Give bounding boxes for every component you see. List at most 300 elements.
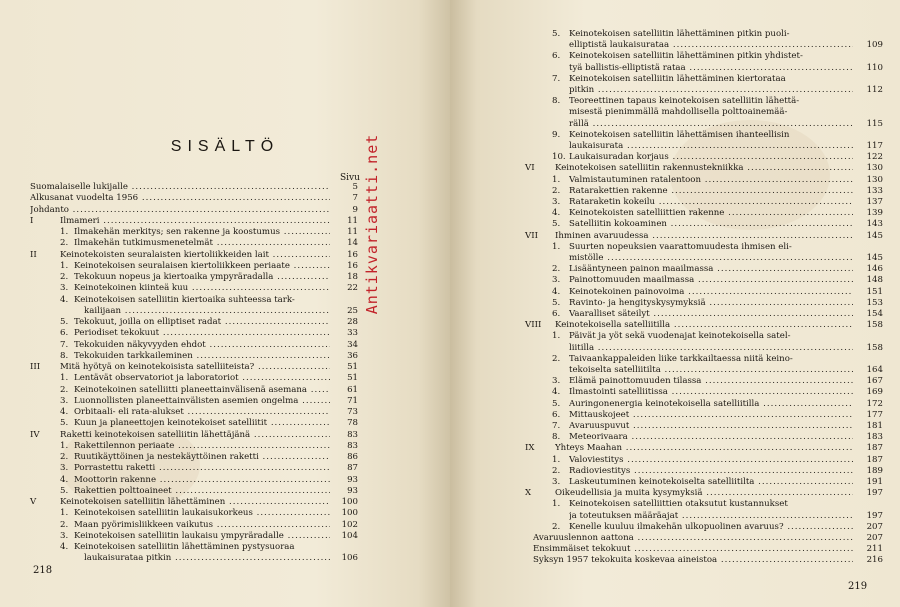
toc-entry-title: Rataraketin kokeilu ..... <box>569 197 853 208</box>
toc-entry <box>525 130 883 141</box>
toc-entry-title: Keinotekoinen satelliitti planeettainvälisenä asemana ..... <box>74 385 330 396</box>
toc-entry-title: Orbitaali- eli rata-alukset ..... <box>74 407 330 418</box>
chapter-number: IV <box>30 429 40 440</box>
toc-entry-title: Mitä hyötyä on keinotekoisista satelliiteista? ..... <box>60 362 330 373</box>
toc-entry-title: rällä ..... <box>569 119 853 130</box>
section-number: 1. <box>60 440 69 451</box>
toc-entry-page: 154 <box>866 309 883 319</box>
section-number: 3. <box>60 463 69 474</box>
chapter-number: III <box>30 362 41 372</box>
toc-entry <box>30 531 358 542</box>
section-number: 2. <box>60 238 69 249</box>
toc-entry <box>525 141 883 152</box>
toc-entry-page: 93 <box>347 474 358 485</box>
toc-entry <box>30 216 358 227</box>
toc-entry-title: Keinotekoisen satelliittien otaksutut kustannukset <box>569 499 788 510</box>
toc-entry <box>525 365 883 376</box>
toc-entry-page: 115 <box>866 118 883 129</box>
toc-entry-title: Ratarakettien rakenne ..... <box>569 186 853 197</box>
toc-entry-title: Ravinto- ja hengityskysymyksiä ..... <box>569 298 853 309</box>
toc-entry-page: 11 <box>347 227 358 237</box>
toc-entry <box>525 107 883 118</box>
toc-entry-title: Ihminen avaruudessa ..... <box>555 231 853 242</box>
section-number: 3. <box>552 275 561 286</box>
toc-entry <box>525 399 883 410</box>
toc-entry <box>30 497 358 508</box>
toc-entry <box>525 376 883 387</box>
toc-entry-title: Ruutikäyttöinen ja nestekäyttöinen raketti ..... <box>74 452 330 463</box>
toc-entry <box>30 227 358 238</box>
section-number: 4. <box>60 542 69 552</box>
toc-entry-title: Lentävät observatoriot ja laboratoriot ..... <box>74 373 330 384</box>
toc-entry-title: tekoiselta satelliitilta ..... <box>569 365 853 376</box>
toc-entry-page: 146 <box>866 264 883 275</box>
toc-entry <box>525 343 883 354</box>
watermark: Antikvariaatti.net <box>363 133 381 315</box>
toc-entry <box>30 475 358 486</box>
section-number: 8. <box>60 350 69 361</box>
toc-entry-title: Keinotekoisten satelliittien rakenne ..... <box>569 208 853 219</box>
section-number: 5. <box>552 29 561 39</box>
toc-entry-title: Tekokuut, joilla on elliptiset radat ..... <box>74 317 330 328</box>
toc-entry-page: 100 <box>341 508 358 519</box>
toc-entry-title: Luonnollisten planeettainvälisten asemien ongelma ..... <box>74 396 330 407</box>
section-number: 2. <box>552 264 561 275</box>
toc-entry-page: 11 <box>347 215 358 226</box>
section-number: 1. <box>60 260 69 271</box>
toc-entry-page: 187 <box>866 454 883 465</box>
toc-entry-title: Meteorivaara ..... <box>569 432 853 443</box>
toc-entry-page: 207 <box>866 533 883 543</box>
toc-entry <box>525 275 883 286</box>
toc-entry-page: 36 <box>347 350 358 361</box>
toc-entry <box>30 295 358 306</box>
toc-entry-title: Valmistautuminen ratalentoon ..... <box>569 175 853 186</box>
toc-entry <box>525 51 883 62</box>
toc-entry-title: ja toteutuksen määräajat ..... <box>569 511 853 522</box>
toc-entry <box>30 520 358 531</box>
toc-entry-page: 22 <box>347 283 358 294</box>
section-number: 9. <box>552 129 561 140</box>
section-number: 8. <box>552 432 561 443</box>
toc-entry-page: 164 <box>866 365 883 375</box>
section-number: 2. <box>60 384 69 395</box>
toc-entry-page: 9 <box>352 204 358 215</box>
toc-entry-page: 122 <box>866 152 883 163</box>
toc-entry-title: Auringonenergia keinotekoisella satelliitilla ..... <box>569 399 853 410</box>
toc-entry-title: Tekokuiden näkyvyyden ehdot ..... <box>74 340 330 351</box>
section-number: 8. <box>552 96 561 107</box>
section-number: 5. <box>60 485 69 496</box>
toc-entry <box>30 542 358 553</box>
section-number: 2. <box>552 185 561 196</box>
toc-entry-title: Ilmakehän tutkimusmenetelmät ..... <box>74 238 330 249</box>
toc-entry <box>525 555 883 566</box>
toc-entry <box>525 410 883 421</box>
toc-entry-page: 158 <box>866 342 883 353</box>
toc-entry-title: Keinotekoisen satelliitin laukaisukorkeus ..... <box>74 508 330 519</box>
toc-entry-title: Ilmastointi satelliitissa ..... <box>569 387 853 398</box>
toc-entry <box>525 455 883 466</box>
toc-entry-title: Keinotekoisen seuralaisen kiertoliikkeen periaate ..... <box>74 261 330 272</box>
section-number: 4. <box>60 407 69 417</box>
toc-entry-title: Laukaisuradan korjaus ..... <box>569 152 853 163</box>
right-page <box>450 0 900 607</box>
toc-entry-page: 130 <box>866 163 883 174</box>
section-number: 4. <box>60 474 69 485</box>
toc-entry <box>30 340 358 351</box>
toc-entry <box>30 272 358 283</box>
toc-entry-page: 61 <box>347 384 358 395</box>
toc-entry-page: 153 <box>866 297 883 308</box>
section-number: 6. <box>60 328 69 339</box>
toc-entry <box>525 186 883 197</box>
toc-entry <box>525 533 883 544</box>
toc-entry-title: Ilmameri ..... <box>60 216 330 227</box>
chapter-number: X <box>525 488 532 499</box>
section-number: 5. <box>60 418 69 429</box>
toc-entry <box>30 317 358 328</box>
section-number: 2. <box>552 521 561 532</box>
toc-entry-page: 207 <box>866 521 883 532</box>
toc-entry-title: kailijaan ..... <box>84 306 330 317</box>
chapter-number: IX <box>525 443 535 454</box>
toc-entry <box>525 421 883 432</box>
section-number: 3. <box>552 477 561 487</box>
toc-entry <box>525 253 883 264</box>
toc-entry-title: Keinotekoisen satelliitin lähettäminen pitkin yhdistet- <box>569 51 803 62</box>
toc-entry-title: laukaisurata ..... <box>569 141 853 152</box>
section-number: 3. <box>60 530 69 541</box>
toc-entry <box>525 298 883 309</box>
toc-entry <box>30 182 358 193</box>
toc-entry <box>30 553 358 564</box>
toc-entry-page: 110 <box>866 62 883 73</box>
toc-entry-title: Keinotekoisen satelliitin rakennustekniikka ..... <box>555 163 853 174</box>
toc-entry <box>525 152 883 163</box>
toc-entry-page: 106 <box>341 553 358 564</box>
toc-entry-title: Lisääntyneen painon maailmassa ..... <box>569 264 853 275</box>
toc-entry-title: Painottomuuden maailmassa ..... <box>569 275 853 286</box>
section-number: 6. <box>552 51 561 62</box>
toc-entry-title: Rakettien polttoaineet ..... <box>74 486 330 497</box>
section-number: 4. <box>552 208 561 219</box>
section-number: 3. <box>60 395 69 406</box>
toc-entry <box>525 287 883 298</box>
toc-entry-page: 158 <box>866 320 883 331</box>
toc-entry <box>30 441 358 452</box>
toc-entry-page: 16 <box>347 260 358 271</box>
left-page-number: 218 <box>33 565 53 576</box>
toc-entry <box>525 242 883 253</box>
toc-entry-title: Raketti keinotekoisen satelliitin lähettäjänä ..... <box>60 430 330 441</box>
section-number: 6. <box>552 309 561 319</box>
chapter-number: II <box>30 249 37 260</box>
toc-entry <box>30 328 358 339</box>
section-number: 3. <box>60 283 69 294</box>
toc-entry-page: 148 <box>866 275 883 286</box>
toc-entry-page: 183 <box>866 432 883 443</box>
toc-entry-page: 145 <box>866 253 883 263</box>
section-number: 6. <box>552 409 561 420</box>
toc-entry-page: 14 <box>347 238 358 249</box>
section-number: 2. <box>552 353 561 364</box>
toc-entry-page: 117 <box>866 141 883 151</box>
section-number: 1. <box>552 454 561 465</box>
toc-entry-page: 191 <box>866 477 883 487</box>
toc-entry <box>525 96 883 107</box>
toc-entry-page: 83 <box>347 429 358 440</box>
chapter-number: V <box>30 497 37 507</box>
toc-entry-title: Oikeudellisia ja muita kysymyksiä ..... <box>555 488 853 499</box>
toc-entry-page: 25 <box>347 305 358 316</box>
toc-entry <box>525 320 883 331</box>
toc-entry-page: 78 <box>347 418 358 429</box>
toc-entry <box>30 452 358 463</box>
toc-entry <box>525 466 883 477</box>
section-number: 7. <box>60 339 69 350</box>
section-number: 10. <box>552 152 566 163</box>
toc-entry <box>525 488 883 499</box>
toc-entry <box>525 175 883 186</box>
toc-entry-page: 130 <box>866 174 883 185</box>
toc-entry-page: 5 <box>352 182 358 192</box>
toc-entry <box>30 351 358 362</box>
section-number: 5. <box>60 317 69 327</box>
toc-entry-page: 33 <box>347 328 358 339</box>
toc-entry-title: Keinotekoisella satelliitilla ..... <box>555 320 853 331</box>
toc-entry-title: Keinotekoisen satelliitin lähettäminen kiertorataa <box>569 73 786 84</box>
toc-entry <box>30 407 358 418</box>
toc-entry <box>525 511 883 522</box>
toc-entry-page: 145 <box>866 230 883 241</box>
toc-entry <box>30 362 358 373</box>
toc-entry-page: 109 <box>866 40 883 51</box>
section-number: 4. <box>552 387 561 398</box>
toc-entry <box>525 63 883 74</box>
toc-entry <box>30 283 358 294</box>
toc-entry-page: 18 <box>347 272 358 282</box>
toc-entry-title: Suomalaiselle lukijalle ..... <box>30 182 330 193</box>
toc-entry-page: 189 <box>866 465 883 476</box>
toc-entry-page: 216 <box>866 555 883 566</box>
toc-entry <box>525 443 883 454</box>
toc-entry-page: 197 <box>866 488 883 499</box>
toc-entry-title: Avaruuslennon aattona ..... <box>533 533 853 544</box>
toc-entry <box>525 29 883 40</box>
toc-entry <box>525 119 883 130</box>
toc-entry <box>525 354 883 365</box>
section-number: 3. <box>552 197 561 207</box>
toc-entry <box>30 306 358 317</box>
toc-entry <box>525 208 883 219</box>
toc-entry <box>30 250 358 261</box>
toc-entry-title: Satelliitin kokoaminen ..... <box>569 219 853 230</box>
toc-entry-title: Päivät ja yöt sekä vuodenajat keinotekoisella satel- <box>569 331 791 342</box>
toc-entry-page: 151 <box>866 286 883 297</box>
toc-entry-title: Vaaralliset säteilyt ..... <box>569 309 853 320</box>
page-column-label: Sivu <box>340 173 360 183</box>
toc-entry-page: 83 <box>347 440 358 451</box>
section-number: 5. <box>552 297 561 308</box>
toc-entry <box>525 387 883 398</box>
toc-entry-title: Taivaankappaleiden liike tarkkailtaessa niitä keino- <box>569 353 793 364</box>
section-number: 1. <box>552 331 561 342</box>
section-number: 2. <box>552 465 561 476</box>
toc-entry-page: 197 <box>866 510 883 521</box>
toc-entry-title: Ilmakehän merkitys; sen rakenne ja koostumus ..... <box>74 227 330 238</box>
toc-entry <box>525 74 883 85</box>
toc-entry-title: Elämä painottomuuden tilassa ..... <box>569 376 853 387</box>
toc-entry-title: liitilla ..... <box>569 343 853 354</box>
toc-entry-page: 139 <box>866 208 883 219</box>
toc-entry <box>30 418 358 429</box>
section-number: 5. <box>552 398 561 409</box>
toc-entry-title: Alkusanat vuodelta 1956 ..... <box>30 193 330 204</box>
toc-entry-page: 73 <box>347 407 358 417</box>
toc-entry-title: tyä ballistis-elliptistä rataa ..... <box>569 63 853 74</box>
toc-entry-title: Keinotekoisen satelliitin laukaisu ympyräradalle ..... <box>74 531 330 542</box>
section-number: 4. <box>60 294 69 305</box>
toc-entry-title: Suurten nopeuksien vaarattomuudesta ihmisen eli- <box>569 241 792 252</box>
toc-entry <box>525 163 883 174</box>
toc-entry-title: laukaisurataa pitkin ..... <box>84 553 330 564</box>
toc-entry-title: Keinotekoisen satelliitin lähettäminen pystysuoraa <box>74 542 295 552</box>
toc-entry <box>30 205 358 216</box>
toc-entry-page: 143 <box>866 219 883 230</box>
toc-entry-title: Kuun ja planeettojen keinotekoiset satelliitit ..... <box>74 418 330 429</box>
toc-entry <box>525 40 883 51</box>
right-page-number: 219 <box>848 581 868 592</box>
section-number: 4. <box>552 286 561 297</box>
toc-entry-title: Ensimmäiset tekokuut ..... <box>533 544 853 555</box>
toc-entry <box>525 544 883 555</box>
section-number: 7. <box>552 73 561 84</box>
toc-entry-title: Keinotekoisen satelliitin lähettämisen ihanteellisin <box>569 129 790 140</box>
chapter-number: I <box>30 215 34 226</box>
toc-entry-title: Mittauskojeet ..... <box>569 410 853 421</box>
toc-entry-title: Radioviestitys ..... <box>569 466 853 477</box>
section-number: 2. <box>60 519 69 530</box>
toc-entry-page: 181 <box>866 421 883 431</box>
toc-entry-page: 93 <box>347 485 358 496</box>
toc-entry-page: 86 <box>347 452 358 462</box>
toc-entry-title: mistölle ..... <box>569 253 853 264</box>
toc-entry-page: 169 <box>866 387 883 398</box>
toc-entry-title: Teoreettinen tapaus keinotekoisen satelliitin lähettä- <box>569 96 800 107</box>
toc-entry-title: Tekokuiden tarkkaileminen ..... <box>74 351 330 362</box>
toc-entry <box>30 385 358 396</box>
toc-entry-title: Keinotekoisen satelliitin lähettäminen pitkin puoli- <box>569 29 790 39</box>
toc-entry-title: Keinotekoisten seuralaisten kiertoliikkeiden lait ..... <box>60 250 330 261</box>
toc-entry-page: 211 <box>866 544 883 555</box>
section-number: 1. <box>60 373 69 384</box>
toc-entry-page: 112 <box>866 85 883 95</box>
page-title: SISÄLTÖ <box>170 138 280 155</box>
section-number: 1. <box>60 227 69 237</box>
toc-entry-title: Kenelle kuuluu ilmakehän ulkopuolinen avaruus? ..... <box>569 522 853 533</box>
toc-entry-page: 187 <box>866 443 883 454</box>
toc-entry-page: 34 <box>347 339 358 350</box>
chapter-number: VIII <box>525 320 542 331</box>
section-number: 1. <box>552 174 561 185</box>
toc-entry <box>30 463 358 474</box>
toc-entry-page: 16 <box>347 249 358 260</box>
toc-entry-page: 87 <box>347 463 358 474</box>
toc-entry-page: 71 <box>347 395 358 406</box>
section-number: 3. <box>552 376 561 387</box>
toc-entry-title: Maan pyörimisliikkeen vaikutus ..... <box>74 520 330 531</box>
toc-entry <box>525 309 883 320</box>
toc-entry-page: 133 <box>866 185 883 196</box>
toc-entry <box>30 373 358 384</box>
section-number: 1. <box>552 241 561 252</box>
chapter-number: VI <box>525 163 535 174</box>
toc-entry-page: 100 <box>341 497 358 507</box>
toc-entry <box>525 477 883 488</box>
toc-entry <box>525 432 883 443</box>
toc-entry-title: Periodiset tekokuut ..... <box>74 328 330 339</box>
toc-entry-title: pitkin ..... <box>569 85 853 96</box>
toc-entry-page: 167 <box>866 376 883 387</box>
toc-entry-page: 104 <box>341 530 358 541</box>
toc-entry <box>525 522 883 533</box>
toc-entry-title: Keinotekoinen kiinteä kuu ..... <box>74 283 330 294</box>
toc-entry <box>30 238 358 249</box>
toc-entry-page: 102 <box>341 519 358 530</box>
toc-entry-title: Keinotekoisen satelliitin kiertoaika suhteessa tark- <box>74 294 295 305</box>
toc-entry-page: 51 <box>347 362 358 372</box>
toc-entry <box>525 331 883 342</box>
toc-entry <box>30 193 358 204</box>
toc-entry-page: 51 <box>347 373 358 384</box>
toc-entry-title: Syksyn 1957 tekokuita koskevaa aineistoa ..... <box>533 555 853 566</box>
toc-entry <box>525 197 883 208</box>
toc-entry <box>525 499 883 510</box>
toc-entry-title: Avaruuspuvut ..... <box>569 421 853 432</box>
toc-entry-title: Laskeutuminen keinotekoiselta satelliitilta ..... <box>569 477 853 488</box>
toc-entry <box>525 219 883 230</box>
toc-entry-title: Keinotekoisen satelliitin lähettäminen ..... <box>60 497 330 508</box>
toc-entry-title: Tekokuun nopeus ja kiertoaika ympyräradalla ..... <box>74 272 330 283</box>
section-number: 7. <box>552 421 561 431</box>
toc-entry-page: 7 <box>352 193 358 204</box>
toc-entry <box>525 264 883 275</box>
toc-entry-page: 137 <box>866 197 883 207</box>
section-number: 1. <box>552 499 561 510</box>
toc-entry-title: misestä pienimmällä mahdollisella polttoainemää- <box>569 107 788 118</box>
toc-entry-title: Keinotekoinen painovoima ..... <box>569 287 853 298</box>
toc-entry-title: Porrastettu raketti ..... <box>74 463 330 474</box>
section-number: 5. <box>552 219 561 230</box>
toc-entry <box>525 231 883 242</box>
toc-entry <box>30 486 358 497</box>
toc-entry-title: Yhteys Maahan ..... <box>555 443 853 454</box>
section-number: 2. <box>60 452 69 462</box>
toc-entry-page: 28 <box>347 317 358 327</box>
toc-entry-page: 177 <box>866 409 883 420</box>
toc-entry-page: 172 <box>866 398 883 409</box>
toc-entry-title: elliptistä laukaisurataa ..... <box>569 40 853 51</box>
toc-entry <box>30 430 358 441</box>
toc-entry <box>30 261 358 272</box>
toc-entry-title: Valoviestitys ..... <box>569 455 853 466</box>
section-number: 1. <box>60 508 69 519</box>
toc-entry <box>525 85 883 96</box>
chapter-number: VII <box>525 230 538 241</box>
toc-entry-title: Rakettilennon periaate ..... <box>74 441 330 452</box>
toc-entry <box>30 508 358 519</box>
